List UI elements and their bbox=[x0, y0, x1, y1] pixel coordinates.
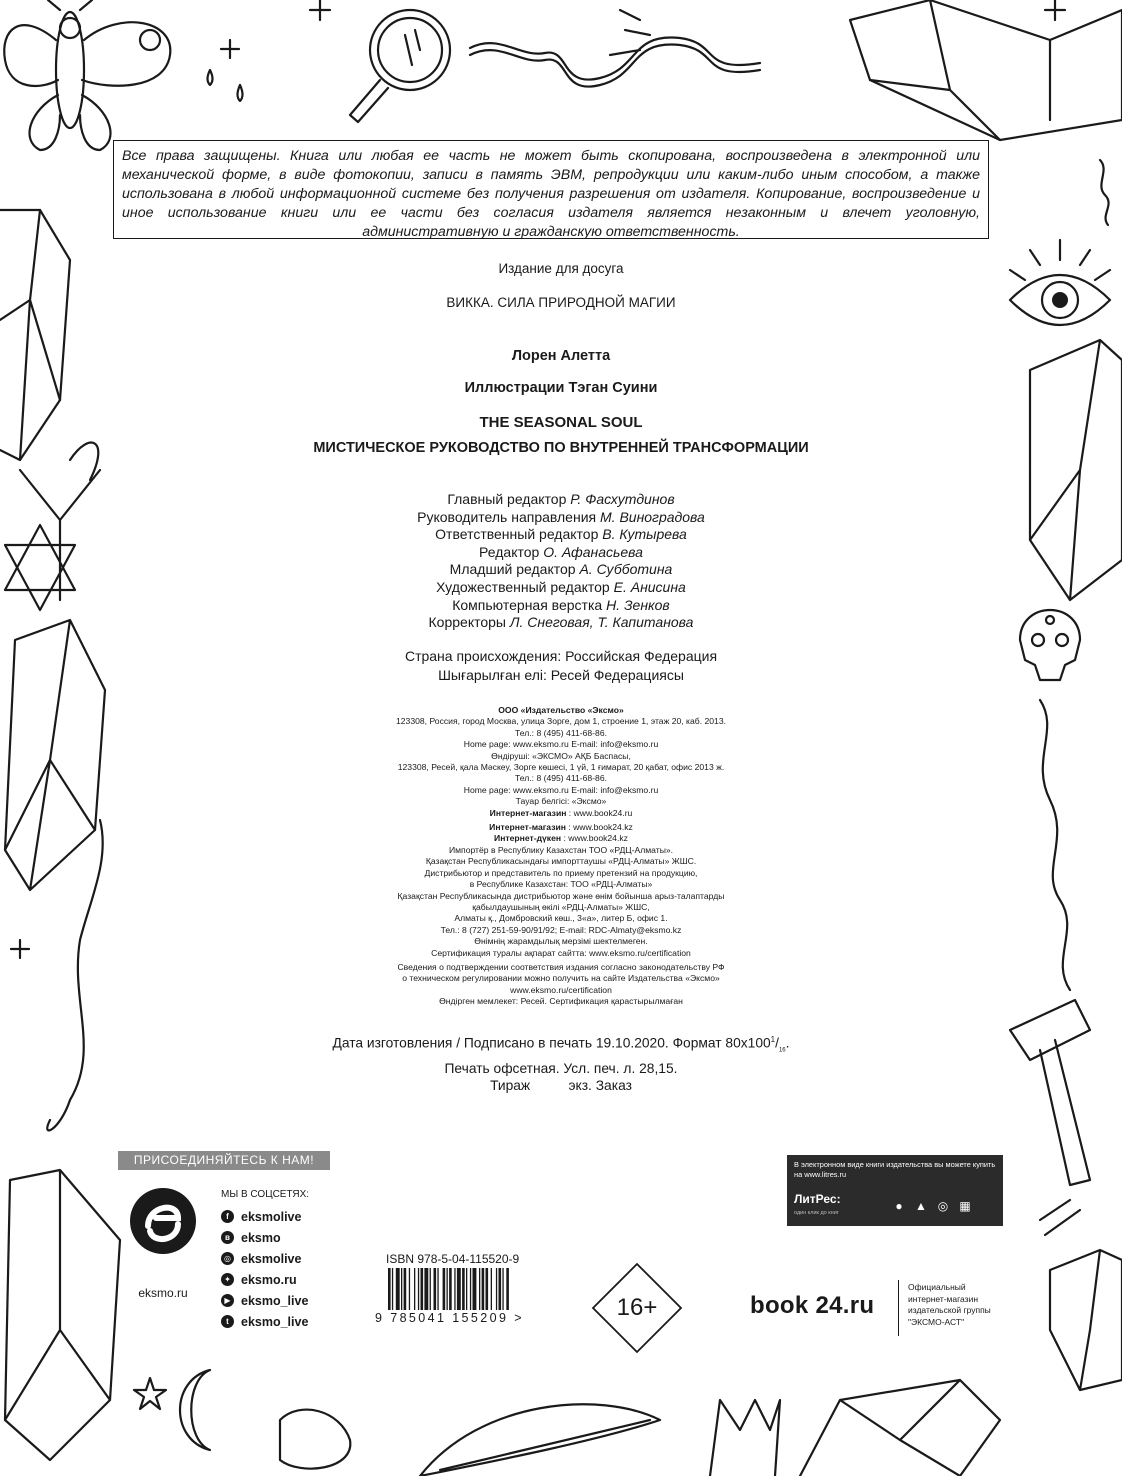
twitter-icon: t bbox=[221, 1315, 234, 1328]
distributor-kz-2: қабылдаушының өкілі «РДЦ-Алматы» ЖШС, bbox=[472, 901, 650, 912]
social-handle: eksmo_live bbox=[241, 1293, 309, 1308]
print-date-format: Дата изготовления / Подписано в печать 19.10.2020. Формат $80x100^1/_{16}$. bbox=[332, 1035, 790, 1054]
shop-kz-2: Интернет-дүкен : www.book24.kz bbox=[494, 833, 628, 844]
vk-icon: в bbox=[221, 1231, 234, 1244]
isbn: ISBN 978-5-04-115520-9 bbox=[386, 1252, 520, 1266]
snake-icon bbox=[470, 45, 760, 87]
country-ru: Страна происхождения: Российская Федерация bbox=[404, 648, 718, 664]
publisher-phone: Тел.: 8 (495) 411-68-86. bbox=[515, 727, 607, 738]
crystal-left-bottom-icon bbox=[5, 1170, 120, 1460]
feather-icon bbox=[420, 1404, 660, 1476]
importer-kz: Қазақстан Республикасындағы импорттаушы «РДЦ-Алматы» ЖШС. bbox=[425, 856, 697, 867]
star-icon bbox=[134, 1378, 166, 1409]
print-type: Печать офсетная. Усл. печ. л. 28,15. bbox=[444, 1060, 678, 1076]
apple-icon: ● bbox=[895, 1199, 903, 1213]
staff-row: Главный редактор Р. Фасхутдинов bbox=[447, 491, 675, 507]
editorial-staff bbox=[0, 491, 1122, 632]
eksmo-site-link[interactable]: eksmo.ru bbox=[138, 1286, 188, 1300]
crystal-right-bottom-icon bbox=[1050, 1250, 1122, 1390]
distributor: Дистрибьютор и представитель по приему претензий на продукцию, bbox=[424, 867, 698, 878]
copyright-notice: Все права защищены. Книга или любая ее часть не может быть скопирована, воспроизведена в электронной или механической форме, в виде фотокопии, записи в память ЭВМ, репродукции или каким-либо иным способом, а также использована в любой информационной системе без получения разрешения от издателя. Копирование, воспроизведение и иное использование книги или ее части без согласия издателя является незаконным и влечет уголовную, административную и гражданскую ответственность. bbox=[113, 140, 989, 239]
litres-note: В электронном виде книги издательства вы можете купить на www.litres.ru bbox=[794, 1160, 996, 1179]
staff-row: Художественный редактор Е. Анисина bbox=[436, 578, 686, 595]
facebook-icon: f bbox=[221, 1210, 234, 1223]
platform-icons bbox=[890, 1197, 974, 1215]
certification-kz: Сертификация туралы ақпарат сайтта: www.eksmo.ru/certification bbox=[431, 947, 691, 958]
barcode-digits: 9 785041 155209 > bbox=[375, 1311, 524, 1325]
crown-icon bbox=[710, 1400, 780, 1476]
publisher-name: ООО «Издательство «Эксмо» bbox=[498, 705, 624, 715]
importer: Импортёр в Республику Казахстан ТОО «РДЦ-Алматы». bbox=[448, 844, 674, 855]
conformity-line: о техническом регулировании можно получить на сайте Издательства «Эксмо» bbox=[402, 973, 720, 984]
almaty-phone: Тел.: 8 (727) 251-59-90/91/92; E-mail: RDC-Almaty@eksmo.kz bbox=[440, 924, 682, 935]
book24-divider bbox=[898, 1280, 899, 1336]
crystal-bottom-right-icon bbox=[800, 1380, 1000, 1476]
staff-row: Компьютерная верстка Н. Зенков bbox=[452, 596, 670, 613]
social-handle: eksmolive bbox=[241, 1251, 302, 1266]
social-handle: eksmolive bbox=[241, 1209, 302, 1224]
eksmo-logo-icon bbox=[128, 1186, 198, 1256]
social-handle: eksmo.ru bbox=[241, 1272, 297, 1287]
staff-row: Младший редактор А. Субботина bbox=[449, 561, 673, 578]
social-link-facebook[interactable] bbox=[221, 1206, 308, 1227]
android-icon: ▲ bbox=[915, 1199, 927, 1213]
staff-row: Ответственный редактор В. Кутырева bbox=[435, 526, 687, 543]
publisher-imprint bbox=[0, 705, 1122, 1008]
eye-icon bbox=[1010, 240, 1110, 325]
shelf-life: Өнімнің жарамдылық мерзімі шектелмеген. bbox=[474, 936, 648, 947]
kz-phone: Тел.: 8 (495) 411-68-86. bbox=[515, 773, 607, 784]
kz-web: Home page: www.eksmo.ru E-mail: info@eksmo.ru bbox=[463, 784, 659, 795]
print-info bbox=[0, 1031, 1122, 1095]
social-handle: eksmo bbox=[241, 1230, 281, 1245]
moth-illustration-icon bbox=[4, 0, 170, 150]
social-link-instagram[interactable] bbox=[221, 1248, 308, 1269]
staff-row: Редактор О. Афанасьева bbox=[479, 543, 643, 560]
print-run: Тираж экз. Заказ bbox=[490, 1078, 632, 1094]
ok-icon: ✦ bbox=[221, 1273, 234, 1286]
litres-panel[interactable] bbox=[787, 1155, 1003, 1226]
kz-address: 123308, Ресей, қала Мәскеу, Зорге көшесі, 1 үй, 1 ғимарат, 20 қабат, офис 2013 ж. bbox=[397, 762, 725, 773]
drop-icon bbox=[208, 70, 213, 85]
country-of-origin bbox=[0, 647, 1122, 685]
social-link-twitter[interactable] bbox=[221, 1311, 308, 1332]
staff-row: Корректоры Л. Снеговая, Т. Капитанова bbox=[428, 614, 694, 631]
staff-row: Руководитель направления М. Виноградова bbox=[417, 508, 705, 525]
publisher-address: 123308, Россия, город Москва, улица Зорге, дом 1, строение 1, этаж 20, каб. 2013. bbox=[396, 716, 726, 727]
windows-phone-icon: ◎ bbox=[937, 1199, 949, 1213]
instagram-icon: ◎ bbox=[221, 1252, 234, 1265]
publisher-web: Home page: www.eksmo.ru E-mail: info@eksmo.ru bbox=[463, 739, 659, 750]
author-name: Лорен Алетта bbox=[511, 348, 611, 364]
conformity-line: www.eksmo.ru/certification bbox=[510, 984, 612, 995]
edition-type: Издание для досуга bbox=[498, 261, 624, 276]
illustrator-credit: Иллюстрации Тэган Суини bbox=[464, 380, 658, 396]
shop-kz: Интернет-магазин : www.book24.kz bbox=[489, 822, 633, 833]
magnifier-icon bbox=[350, 10, 450, 122]
distributor-kz: Қазақстан Республикасында дистрибьютор және өнім бойынша арыз-талаптарды bbox=[397, 890, 725, 901]
kz-maker: Өндіруші: «ЭКСМО» АҚБ Баспасы, bbox=[491, 750, 631, 761]
youtube-icon: ▶ bbox=[221, 1294, 234, 1307]
litres-tagline: один клик до книг bbox=[794, 1210, 839, 1216]
book24-logo[interactable]: book 24.ru bbox=[750, 1292, 875, 1319]
litres-logo: ЛитРес: bbox=[794, 1192, 841, 1206]
social-link-ok[interactable] bbox=[221, 1269, 308, 1290]
social-link-vk[interactable] bbox=[221, 1227, 308, 1248]
moon-icon bbox=[180, 1370, 210, 1450]
social-handle: eksmo_live bbox=[241, 1314, 309, 1329]
barcode bbox=[386, 1268, 550, 1310]
age-rating-label: 16+ bbox=[616, 1294, 658, 1321]
join-us-banner: ПРИСОЕДИНЯЙТЕСЬ К НАМ! bbox=[118, 1151, 330, 1170]
book24-note: Официальный интернет-магазин издательской группы "ЭКСМО-АСТ" bbox=[908, 1282, 991, 1327]
shop-ru: Интернет-магазин : www.book24.ru bbox=[489, 807, 633, 818]
windows-icon: ▦ bbox=[959, 1199, 971, 1213]
crystal-top-right-icon bbox=[610, 0, 1122, 140]
age-rating-badge bbox=[589, 1260, 685, 1356]
social-links bbox=[221, 1206, 308, 1332]
conformity-line: Өндірген мемлекет: Ресей. Сертификация қарастырылмаған bbox=[439, 996, 683, 1007]
country-kz: Шығарылған елі: Ресей Федерациясы bbox=[438, 667, 684, 683]
book-subtitle: МИСТИЧЕСКОЕ РУКОВОДСТВО ПО ВНУТРЕННЕЙ ТРАНСФОРМАЦИИ bbox=[313, 440, 809, 456]
kz-trademark: Тауар белгісі: «Эксмо» bbox=[515, 796, 607, 807]
almaty-address: Алматы қ., Домбровский көш., 3«а», литер Б, офис 1. bbox=[454, 913, 668, 924]
conformity-line: Сведения о подтверждении соответствия издания согласно законодательству РФ bbox=[397, 961, 725, 972]
social-link-youtube[interactable] bbox=[221, 1290, 308, 1311]
book-title: THE SEASONAL SOUL bbox=[479, 414, 643, 431]
social-title: МЫ В СОЦСЕТЯХ: bbox=[221, 1189, 310, 1200]
series-title: ВИККА. СИЛА ПРИРОДНОЙ МАГИИ bbox=[446, 295, 676, 310]
distributor-2: в Республике Казахстан: ТОО «РДЦ-Алматы» bbox=[469, 879, 653, 890]
